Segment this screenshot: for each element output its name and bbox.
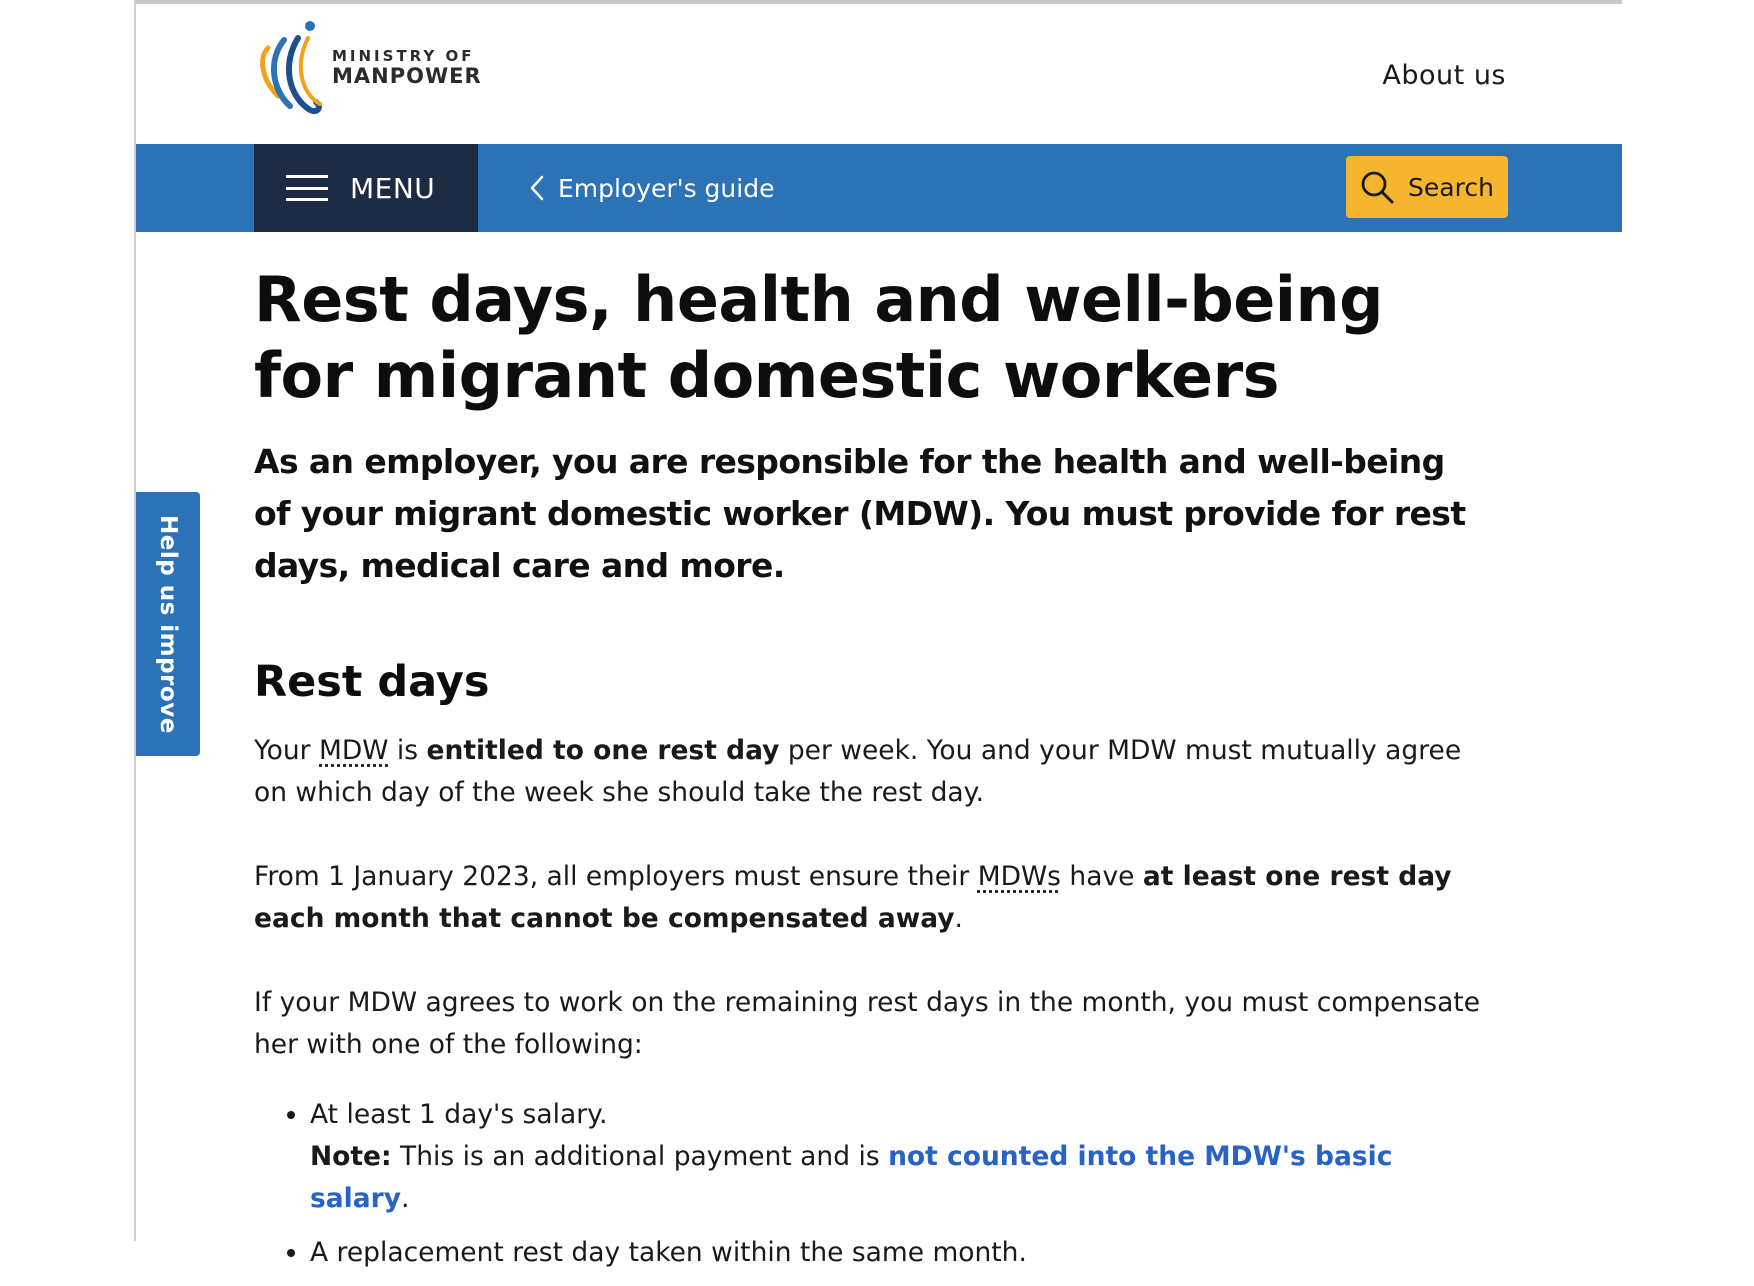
compensation-options-list — [254, 1094, 1484, 1274]
page-lead: As an employer, you are responsible for the health and well-being of your migrant domestic worker (MDW). You must provide for rest days, medical care and more. — [254, 442, 1466, 585]
mom-logo-icon — [254, 18, 326, 118]
note-label: Note: — [310, 1141, 392, 1172]
logo-line-2: MANPOWER — [332, 63, 482, 88]
p1-bold: entitled to one rest day — [426, 735, 780, 766]
mom-logo[interactable] — [254, 18, 482, 118]
page-title: Rest days, health and well-being for migrant domestic workers — [254, 263, 1384, 412]
search-button[interactable] — [1346, 156, 1508, 218]
p1-text-2: is — [388, 735, 427, 766]
note-text: This is an additional payment and is — [391, 1141, 889, 1172]
p2-bold: at least one rest day each month that cannot be compensated away — [254, 861, 1452, 934]
logo-line-1: MINISTRY OF — [332, 47, 475, 66]
page — [134, 0, 1622, 1268]
back-link-label: Employer's guide — [558, 173, 775, 203]
about-us-link[interactable]: About us — [1382, 60, 1506, 91]
help-us-improve-tab[interactable] — [136, 492, 200, 756]
basic-salary-link[interactable]: not counted into the MDW's basic salary — [310, 1141, 1393, 1214]
mom-logo-text — [332, 49, 482, 87]
option-2-text: A replacement rest day taken within the same month. — [310, 1237, 1027, 1268]
back-to-employers-guide-link[interactable] — [530, 144, 774, 232]
mdws-abbreviation[interactable]: MDWs — [977, 861, 1061, 892]
mdw-abbreviation[interactable]: MDW — [319, 735, 389, 766]
paragraph-compensation: If your MDW agrees to work on the remaining rest days in the month, you must compensate her with one of the following: — [254, 987, 1481, 1060]
menu-button[interactable] — [254, 144, 478, 232]
site-header — [136, 4, 1622, 144]
chevron-left-icon — [530, 175, 544, 201]
p2-text-1: From 1 January 2023, all employers must ensure their — [254, 861, 978, 892]
paragraph-2023-rule — [254, 856, 1484, 940]
note-end: . — [400, 1183, 410, 1214]
search-icon — [1360, 170, 1394, 204]
list-item — [310, 1094, 1484, 1220]
menu-button-label: MENU — [350, 171, 436, 205]
p1-text-1: Your — [254, 735, 319, 766]
help-us-improve-label: Help us improve — [155, 514, 181, 734]
paragraph-rest-day-entitlement — [254, 730, 1484, 814]
nav-bar — [136, 144, 1622, 232]
list-item — [310, 1232, 1484, 1274]
main-content — [254, 262, 1484, 1286]
option-1-text: At least 1 day's salary. — [310, 1099, 608, 1130]
section-heading-rest-days: Rest days — [254, 657, 490, 707]
p2-text-3: . — [954, 903, 963, 934]
search-button-label: Search — [1408, 172, 1494, 202]
hamburger-icon — [286, 175, 328, 201]
p2-text-2: have — [1060, 861, 1143, 892]
p1-text-3: per week. You and your MDW must mutually agree on which day of the week she should take the rest day. — [254, 735, 1462, 808]
